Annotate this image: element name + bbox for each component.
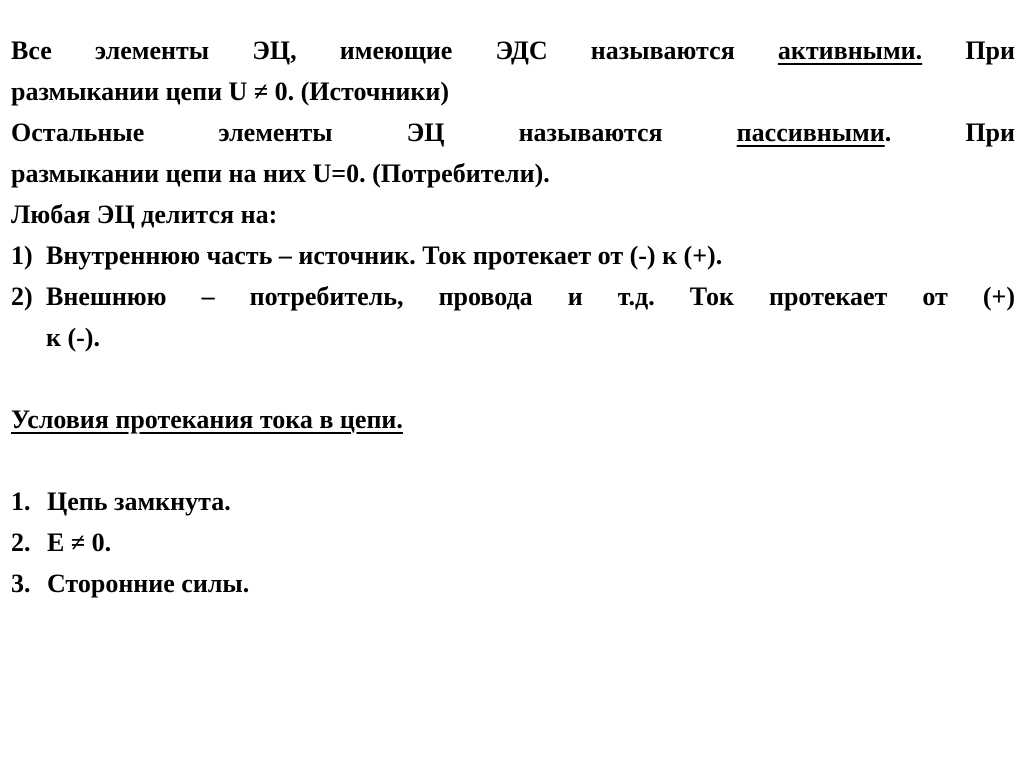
paragraph-passive-text-end: . При: [884, 118, 1015, 147]
list-item-text: E ≠ 0.: [47, 528, 112, 557]
list-marker: 1.: [11, 487, 31, 516]
list-marker: 2): [11, 282, 33, 311]
paragraph-passive-line-1: [11, 112, 1015, 153]
division-item-2: [11, 276, 1015, 317]
condition-item-3: [11, 563, 1015, 604]
paragraph-active-line-1: [11, 30, 1015, 71]
paragraph-active-text-end: При: [922, 36, 1015, 65]
spacer: [11, 358, 1015, 399]
list-item-text: Внутреннюю часть – источник. Ток протекает от (-) к (+).: [46, 241, 723, 270]
paragraph-active-line-2: размыкании цепи U ≠ 0. (Источники): [11, 77, 450, 106]
list-item-text: Цепь замкнута.: [47, 487, 231, 516]
division-intro: Любая ЭЦ делится на:: [11, 200, 278, 229]
division-item-1: [11, 235, 1015, 276]
list-item-text: Сторонние силы.: [47, 569, 250, 598]
condition-item-2: [11, 522, 1015, 563]
conditions-heading: [11, 399, 1015, 440]
paragraph-passive-text: Остальные элементы ЭЦ называются: [11, 118, 737, 147]
paragraph-active-text: Все элементы ЭЦ, имеющие ЭДС называются: [11, 36, 778, 65]
division-item-2-continuation: к (-).: [46, 323, 100, 352]
conditions-heading-text: Условия протекания тока в цепи.: [11, 405, 403, 434]
term-passive: пассивными: [736, 118, 885, 147]
list-marker: 2.: [11, 528, 31, 557]
list-item-text: Внешнюю – потребитель, провода и т.д. Ток протекает от (+): [46, 282, 1015, 311]
condition-item-1: [11, 481, 1015, 522]
spacer: [11, 440, 1015, 481]
paragraph-passive-line-2: размыкании цепи на них U=0. (Потребители).: [11, 159, 550, 188]
term-active: активными.: [777, 36, 923, 65]
slide-text-body: [11, 30, 1015, 604]
list-marker: 3.: [11, 569, 31, 598]
list-marker: 1): [11, 241, 33, 270]
